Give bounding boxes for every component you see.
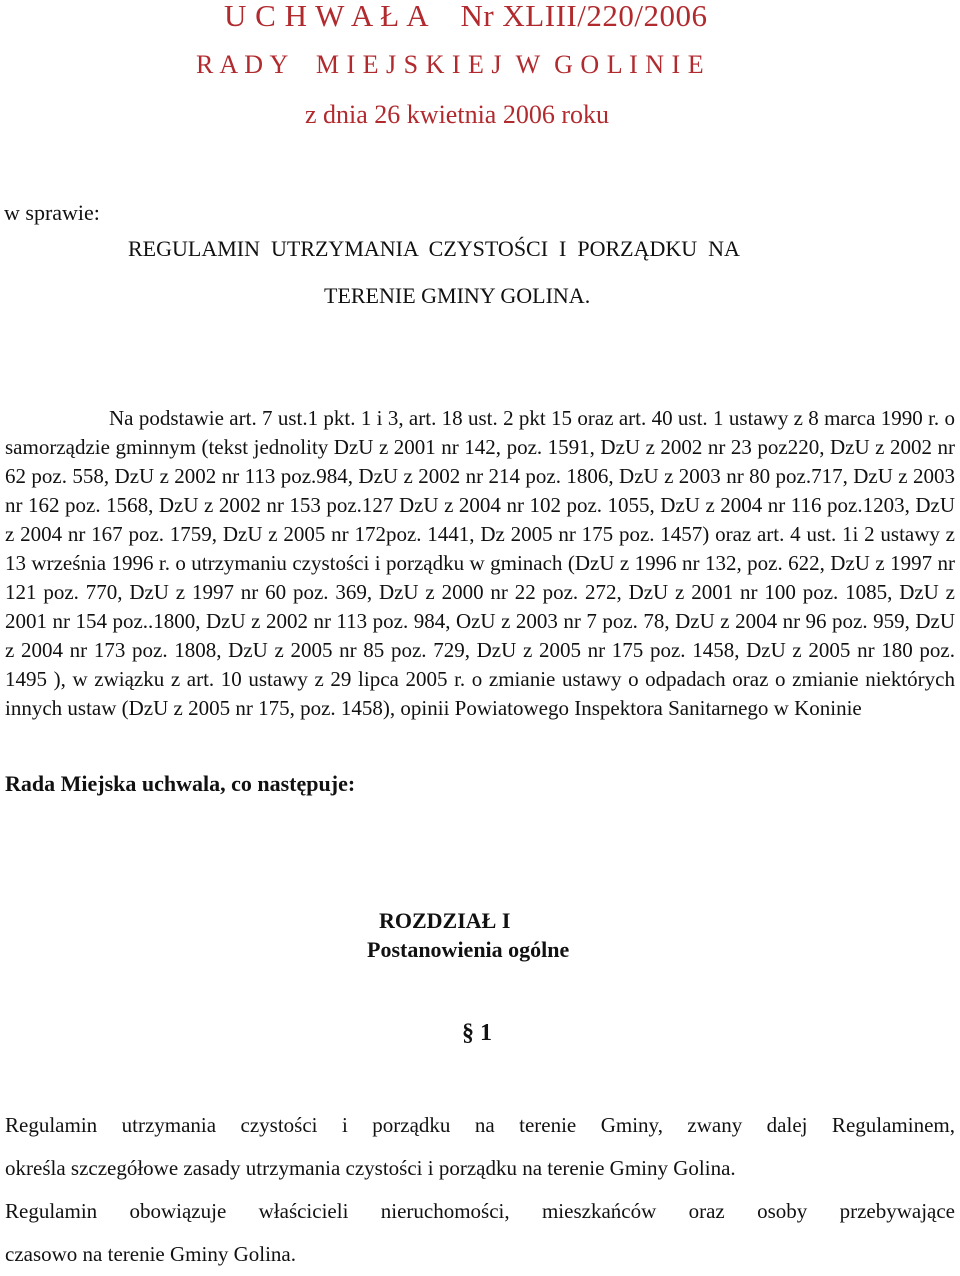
body-line-2: określa szczegółowe zasady utrzymania czystości i porządku na terenie Gminy Golina. — [5, 1156, 736, 1180]
resolution-date: z dnia 26 kwietnia 2006 roku — [305, 100, 609, 129]
body-line-4: czasowo na terenie Gminy Golina. — [5, 1242, 296, 1266]
body-line-3: Regulamin obowiązuje właścicieli nieruchomości, mieszkańców oraz osoby przebywające — [5, 1199, 955, 1223]
chapter-subheading: Postanowienia ogólne — [367, 937, 570, 962]
chapter-heading: ROZDZIAŁ I — [379, 908, 511, 933]
subject-line-2: TERENIE GMINY GOLINA. — [324, 283, 591, 308]
resolution-title: U C H W A Ł A Nr XLIII/220/2006 — [224, 0, 708, 33]
subject-label: w sprawie: — [4, 200, 100, 225]
paragraph-mark: § 1 — [462, 1020, 492, 1046]
legal-basis-paragraph — [5, 404, 955, 723]
legal-basis-text: Na podstawie art. 7 ust.1 pkt. 1 i 3, art. 18 ust. 2 pkt 15 oraz art. 40 ust. 1 ustawy z 8 marca 1990 r. o samorządzie gminnym (tekst jednolity DzU z 2001 nr 142, poz. 1591, DzU z 2002 nr 23 poz220, DzU z 2002 nr 62 poz. 558, DzU z 2002 nr 113 poz.984, DzU z 2002 nr 214 poz. 1806, DzU z 2003 nr 80 poz.717, DzU z 2003 nr 162 poz. 1568, DzU z 2002 nr 153 poz.127 DzU z 2004 nr 102 poz. 1055, DzU z 2004 nr 116 poz.1203, DzU z 2004 nr 167 poz. 1759, DzU z 2005 nr 172poz. 1441, Dz 2005 nr 175 poz. 1457) oraz art. 4 ust. 1i 2 ustawy z 13 września 1996 r. o utrzymaniu czystości i porządku w gminach (DzU z 1996 nr 132, poz. 622, DzU z 1997 nr 121 poz. 770, DzU z 1997 nr 60 poz. 369, DzU z 2000 nr 22 poz. 272, DzU z 2001 nr 100 poz. 1085, DzU z 2001 nr 154 poz..1800, DzU z 2002 nr 113 poz. 984, OzU z 2003 nr 7 poz. 78, DzU z 2004 nr 96 poz. 959, DzU z 2004 nr 173 poz. 1808, DzU z 2005 nr 85 poz. 729, DzU z 2005 nr 175 poz. 1458, DzU z 2005 nr 180 poz. 1495 ), w związku z art. 10 ustawy z 29 lipca 2005 r. o zmianie ustawy o odpadach oraz o zmianie niektórych innych ustaw (DzU z 2005 nr 175, poz. 1458), opinii Powiatowego Inspektora Sanitarnego w Koninie — [5, 406, 955, 720]
resolution-intro: Rada Miejska uchwala, co następuje: — [5, 771, 356, 796]
council-name: R A D Y M I E J S K I E J W G O L I N I E — [196, 50, 705, 79]
subject-line-1: REGULAMIN UTRZYMANIA CZYSTOŚCI I PORZĄDKU NA — [128, 236, 740, 261]
body-line-1: Regulamin utrzymania czystości i porządku na terenie Gminy, zwany dalej Regulaminem, — [5, 1113, 955, 1137]
paragraph-1-body — [5, 1104, 955, 1276]
